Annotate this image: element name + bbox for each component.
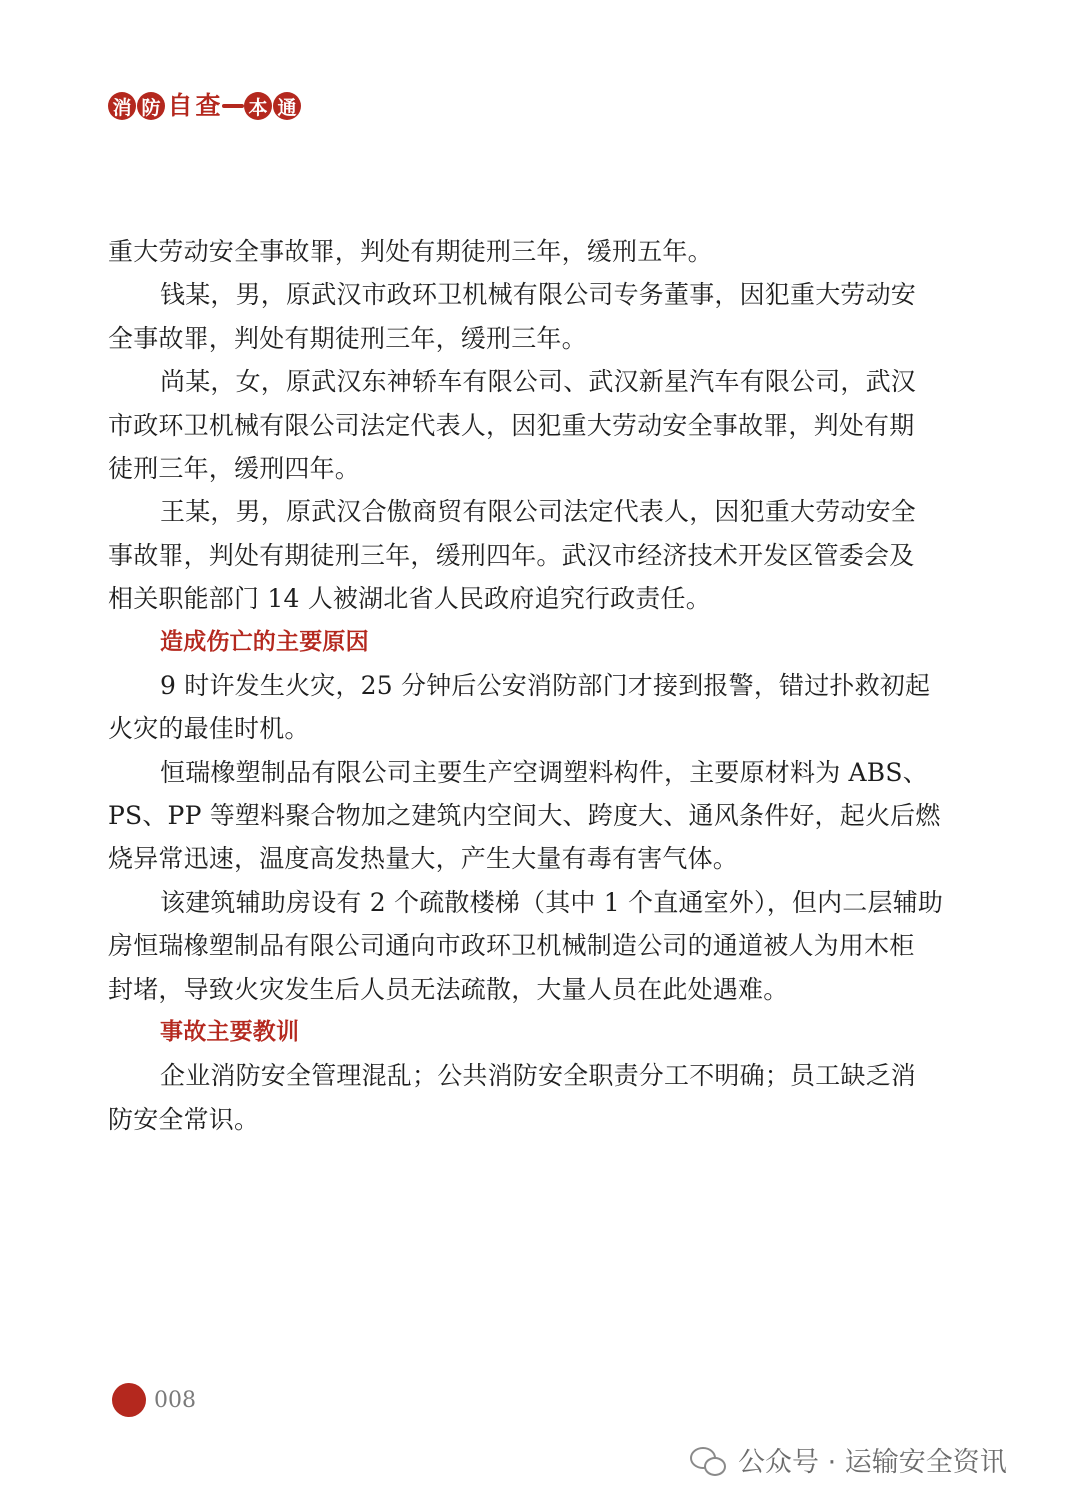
body-text-line: 王某，男，原武汉合傲商贸有限公司法定代表人，因犯重大劳动安全	[160, 497, 917, 527]
body-text-line: 防安全常识。	[108, 1104, 260, 1134]
body-text-line: 事故罪，判处有期徒刑三年，缓刑四年。武汉市经济技术开发区管委会及	[108, 540, 915, 570]
body-text-line: 9 时许发生火灾，25 分钟后公安消防部门才接到报警，错过扑救初起	[160, 670, 931, 700]
body-text-line: 市政环卫机械有限公司法定代表人，因犯重大劳动安全事故罪，判处有期	[108, 410, 915, 440]
section-heading: 造成伤亡的主要原因	[160, 628, 369, 655]
body-text-line: 企业消防安全管理混乱；公共消防安全职责分工不明确；员工缺乏消	[160, 1061, 917, 1091]
body-text-line: 该建筑辅助房设有 2 个疏散楼梯（其中 1 个直通室外），但内二层辅助	[160, 887, 944, 917]
watermark-text: 公众号 · 运输安全资讯	[738, 1447, 1007, 1478]
body-text-line: 恒瑞橡塑制品有限公司主要生产空调塑料构件，主要原材料为 ABS、	[160, 757, 928, 787]
header-title-char: 消	[108, 92, 136, 120]
body-text-line: 重大劳动安全事故罪，判处有期徒刑三年，缓刑五年。	[108, 237, 713, 266]
header-title-char: 通	[273, 92, 301, 120]
wechat-icon	[690, 1445, 726, 1475]
page-number-dot	[112, 1383, 146, 1417]
body-text-line: 房恒瑞橡塑制品有限公司通向市政环卫机械制造公司的通道被人为用木柜	[108, 931, 915, 961]
body-text-line: 火灾的最佳时机。	[108, 714, 310, 744]
body-text-line: 徒刑三年，缓刑四年。	[108, 453, 361, 483]
page-body	[108, 230, 960, 1141]
running-header	[108, 88, 302, 124]
body-text-line: 钱某，男，原武汉市政环卫机械有限公司专务董事，因犯重大劳动安	[160, 280, 917, 310]
wechat-watermark	[690, 1440, 1007, 1479]
header-title-char	[222, 104, 244, 108]
header-title-char: 自	[167, 91, 193, 120]
section-heading: 事故主要教训	[160, 1019, 300, 1046]
header-title-char: 查	[195, 91, 221, 120]
body-text-line: 相关职能部门 14 人被湖北省人民政府追究行政责任。	[108, 584, 711, 614]
body-text-line: 全事故罪，判处有期徒刑三年，缓刑三年。	[108, 323, 587, 353]
body-text-line: PS、PP 等塑料聚合物加之建筑内空间大、跨度大、通风条件好，起火后燃	[108, 801, 941, 831]
body-text-line: 尚某，女，原武汉东神轿车有限公司、武汉新星汽车有限公司，武汉	[160, 367, 917, 397]
header-title-char: 防	[137, 92, 165, 120]
page-number: 008	[154, 1388, 196, 1413]
body-text-line: 烧异常迅速，温度高发热量大，产生大量有毒有害气体。	[108, 844, 739, 874]
body-text-line: 封堵，导致火灾发生后人员无法疏散，大量人员在此处遇难。	[108, 974, 789, 1004]
header-title-char: 本	[244, 92, 272, 120]
